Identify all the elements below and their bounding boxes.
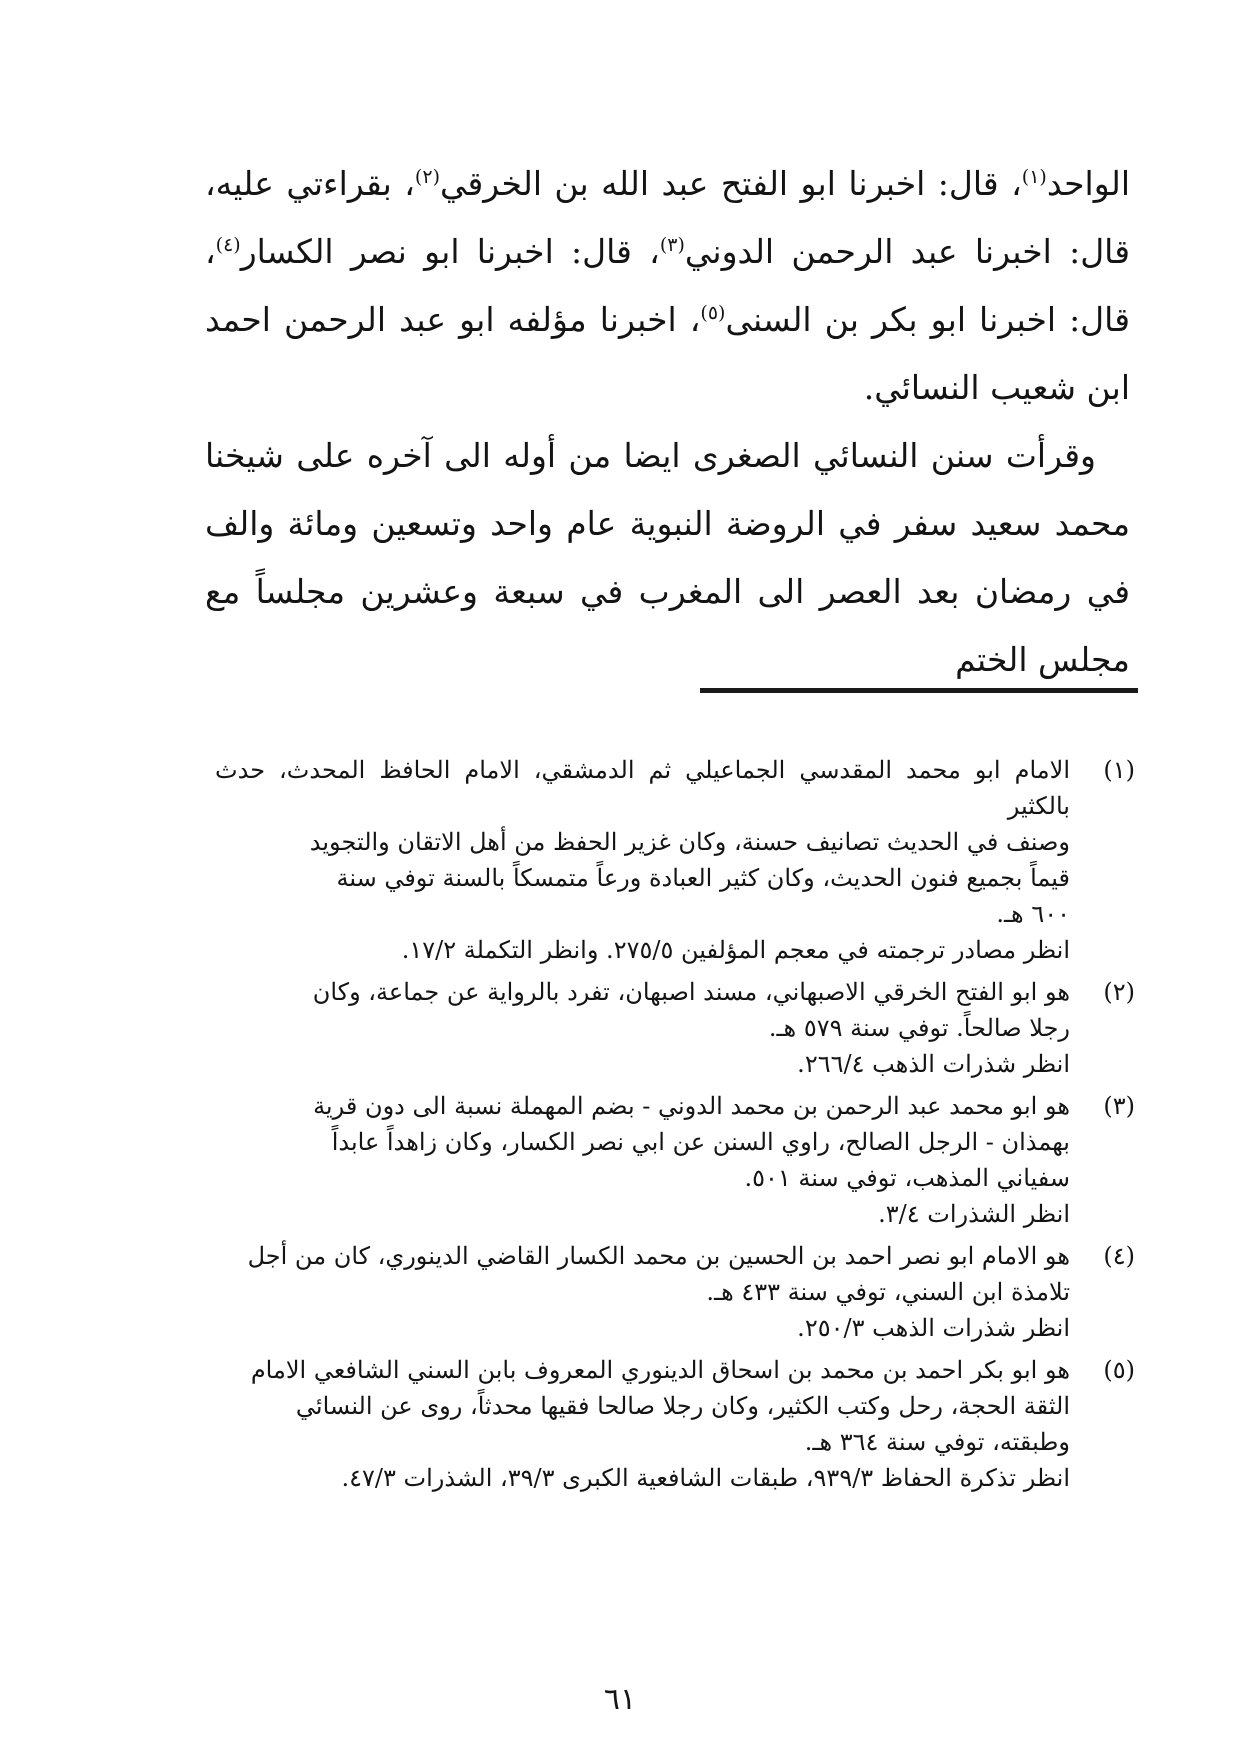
footnote-reference: (٤)	[215, 234, 241, 256]
footnote-number: (٣)	[1103, 1092, 1135, 1120]
footnote-reference: (١)	[1021, 166, 1047, 188]
main-text-segment: وقرأت سنن النسائي الصغرى ايضا من أوله الى آخره على شيخنا محمد سعيد سفر في الروضة النبوية عام واحد وتسعين ومائة والف في رمضان بعد العصر الى المغرب في سبعة وعشرين مجلساً مع مجلس الختم	[205, 436, 1130, 679]
footnote-text-line: بهمذان - الرجل الصالح، راوي السنن عن ابي نصر الكسار، وكان زاهداً عابداً	[331, 1128, 1070, 1156]
footnote	[215, 752, 1135, 968]
footnote-text-line: وطبقته، توفي سنة ٣٦٤ هـ.	[804, 1428, 1070, 1456]
footnote-text-line: قيماً بجميع فنون الحديث، وكان كثير العبادة ورعاً متمسكاً بالسنة توفي سنة	[336, 864, 1070, 892]
footnote-text-line: هو ابو بكر احمد بن محمد بن اسحاق الدينوري المعروف بابن السني الشافعي الامام	[250, 1356, 1070, 1384]
footnote-text-line: سفياني المذهب، توفي سنة ٥٠١.	[744, 1164, 1070, 1192]
main-text-segment: ، اخبرنا مؤلفه ابو عبد الرحمن احمد ابن شعيب النسائي.	[205, 300, 1130, 407]
footnote-separator-rule	[700, 688, 1138, 693]
main-text-segment: ، قال: اخبرنا ابو بكر بن السنى	[205, 232, 1130, 339]
footnote-text-line: رجلا صالحاً. توفي سنة ٥٧٩ هـ.	[768, 1014, 1070, 1042]
footnote-text-line: ٦٠٠ هـ.	[996, 900, 1070, 928]
footnote-number: (١)	[1103, 756, 1135, 784]
footnote	[215, 1352, 1135, 1496]
footnote-text-line: هو ابو محمد عبد الرحمن بن محمد الدوني - بضم المهملة نسبة الى دون قرية	[313, 1092, 1070, 1120]
footnote-source-reference: انظر شذرات الذهب ٢٥٠/٣.	[797, 1314, 1070, 1342]
footnote-reference: (٢)	[414, 166, 440, 188]
footnote-text-line: هو ابو الفتح الخرقي الاصبهاني، مسند اصبهان، تفرد بالرواية عن جماعة، وكان	[312, 978, 1070, 1006]
footnote-number: (٢)	[1103, 978, 1135, 1006]
footnote-number: (٤)	[1103, 1242, 1135, 1270]
main-text-segment: ، قال: اخبرنا ابو نصر الكسار	[240, 232, 660, 271]
main-paragraph	[205, 150, 1130, 422]
footnote-text-line: الثقة الحجة، رحل وكتب الكثير، وكان رجلا صالحا فقيها محدثاً، روى عن النسائي	[295, 1392, 1070, 1420]
footnote-source-reference: انظر مصادر ترجمته في معجم المؤلفين ٢٧٥/٥. وانظر التكملة ١٧/٢.	[401, 936, 1070, 964]
main-text-body	[205, 150, 1130, 694]
footnotes-section	[215, 752, 1135, 1502]
main-text-segment: الواحد	[1046, 164, 1130, 203]
main-paragraph	[205, 422, 1130, 694]
main-text-segment: ، بقراءتي عليه، قال: اخبرنا عبد الرحمن الدوني	[205, 164, 1130, 271]
footnote-text-line: الامام ابو محمد المقدسي الجماعيلي ثم الدمشقي، الامام الحافظ المحدث، حدث بالكثير	[215, 756, 1070, 820]
footnote-source-reference: انظر الشذرات ٣/٤.	[878, 1200, 1070, 1228]
footnote	[215, 974, 1135, 1082]
footnote	[215, 1088, 1135, 1232]
footnote	[215, 1238, 1135, 1346]
footnote-source-reference: انظر شذرات الذهب ٢٦٦/٤.	[797, 1050, 1070, 1078]
page-number: ٦١	[603, 1682, 637, 1717]
footnote-text-line: وصنف في الحديث تصانيف حسنة، وكان غزير الحفظ من أهل الاتقان والتجويد	[309, 828, 1070, 856]
footnote-text-line: هو الامام ابو نصر احمد بن الحسين بن محمد الكسار القاضي الدينوري، كان من أجل	[247, 1242, 1070, 1270]
main-text-segment: ، قال: اخبرنا ابو الفتح عبد الله بن الخرقي	[439, 164, 1022, 203]
footnote-text-line: تلامذة ابن السني، توفي سنة ٤٣٣ هـ.	[706, 1278, 1070, 1306]
footnote-reference: (٣)	[659, 234, 685, 256]
footnote-source-reference: انظر تذكرة الحفاظ ٩٣٩/٣، طبقات الشافعية الكبرى ٣٩/٣، الشذرات ٤٧/٣.	[341, 1464, 1070, 1492]
footnote-number: (٥)	[1103, 1356, 1135, 1384]
footnote-reference: (٥)	[700, 302, 726, 324]
